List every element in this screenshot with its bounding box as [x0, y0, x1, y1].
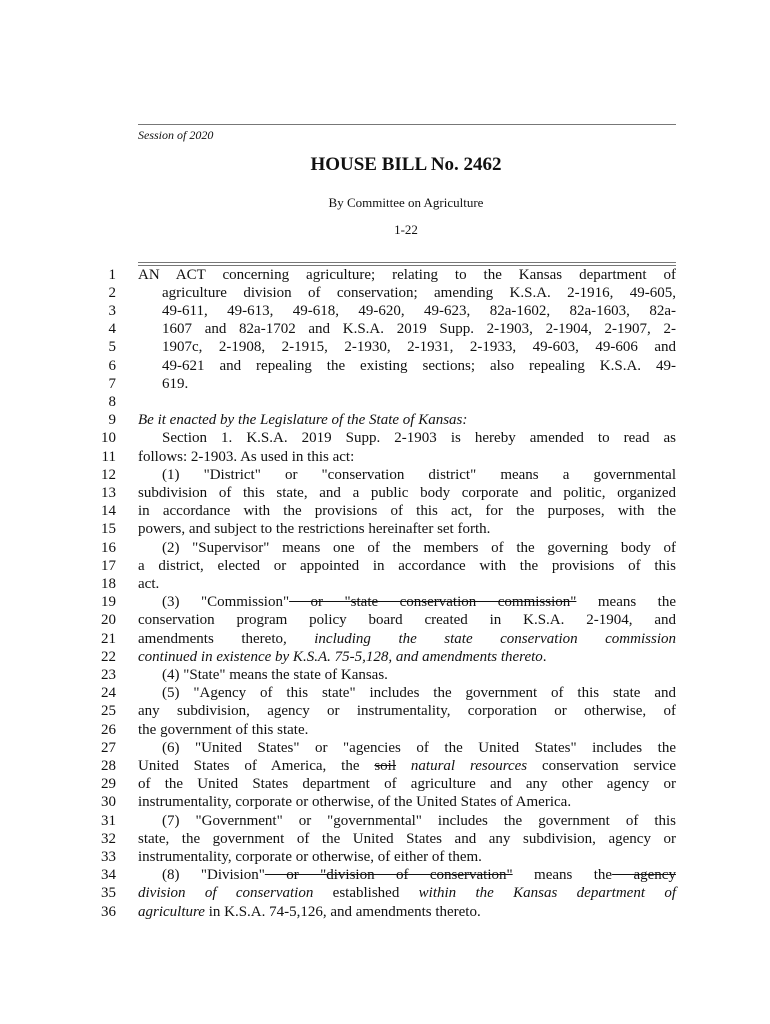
text-span	[396, 758, 411, 774]
text-span: of the United States department of agriculture and any other agency or	[138, 776, 676, 793]
text-span: (4) "State" means the state of Kansas.	[162, 666, 388, 683]
bill-text-line	[138, 793, 676, 811]
inserted-text: , including the state conservation commission	[282, 630, 676, 647]
bill-text-line	[138, 721, 676, 739]
bill-text-line	[138, 593, 676, 611]
text-span: agriculture division of conservation; amending K.S.A. 2-1916, 49-605,	[162, 284, 676, 301]
bill-text-line	[138, 903, 676, 921]
text-span: United States of America, the	[138, 757, 375, 774]
line-number: 1	[108, 266, 116, 283]
bill-text-line	[138, 648, 676, 666]
bill-text-line	[138, 266, 676, 284]
text-span: (5) "Agency of this state" includes the government of this state and	[162, 685, 676, 702]
line-number: 20	[101, 612, 116, 629]
text-span: (1) "District" or "conservation district" means a governmental	[162, 466, 676, 483]
text-span: 1907c, 2-1908, 2-1915, 2-1930, 2-1931, 2-1933, 49-603, 49-606 and	[162, 339, 676, 356]
line-number: 15	[101, 521, 116, 538]
text-span: any subdivision, agency or instrumentality, corporation or otherwise, of	[138, 703, 676, 720]
bill-text-line	[138, 357, 676, 375]
line-number: 31	[101, 812, 116, 829]
top-rule	[138, 124, 676, 125]
bill-text-line	[138, 575, 676, 593]
bill-text-line	[138, 302, 676, 320]
line-number: 2	[108, 284, 116, 301]
text-span: 619.	[162, 375, 189, 392]
text-span: .	[542, 648, 547, 665]
bill-text-line	[138, 411, 676, 429]
text-span: in K.S.A. 74-5,126, and amendments thereto.	[204, 903, 481, 920]
inserted-text: division of conservation	[138, 885, 314, 902]
bill-text-line	[138, 666, 676, 684]
text-span: amendments thereto	[138, 630, 283, 647]
bill-text-line	[138, 375, 676, 393]
bill-text-line	[138, 611, 676, 629]
bill-title: HOUSE BILL No. 2462	[310, 154, 502, 175]
bill-text-line	[138, 284, 676, 302]
line-number: 22	[101, 648, 116, 665]
bill-text-line	[138, 448, 676, 466]
inserted-text: Be it enacted by the Legislature of the State of Kansas:	[138, 412, 468, 429]
bill-text-line	[138, 557, 676, 575]
text-span: 1607 and 82a-1702 and K.S.A. 2019 Supp. 2-1903, 2-1904, 2-1907, 2-	[162, 321, 676, 338]
line-number: 4	[108, 321, 116, 338]
session-label: Session of 2020	[138, 128, 214, 142]
text-span: 49-611, 49-613, 49-618, 49-620, 49-623, 82a-1602, 82a-1603, 82a-	[162, 302, 676, 319]
line-number: 36	[101, 903, 116, 920]
line-number: 13	[101, 484, 116, 501]
text-span: a district, elected or appointed in accordance with the provisions of this	[138, 557, 676, 574]
line-number: 29	[101, 776, 116, 793]
line-number: 28	[101, 757, 116, 774]
bill-text-line	[138, 884, 676, 902]
line-number: 18	[101, 575, 116, 592]
line-number: 14	[101, 503, 116, 520]
inserted-text: within the Kansas department of	[418, 885, 676, 902]
text-span: powers, and subject to the restrictions hereinafter set forth.	[138, 521, 491, 538]
bill-text-line	[138, 739, 676, 757]
line-number: 25	[101, 703, 116, 720]
line-number: 33	[101, 848, 116, 865]
bill-text-line	[138, 866, 676, 884]
line-number: 6	[108, 357, 116, 374]
line-number: 12	[101, 466, 116, 483]
committee-label: By Committee on Agriculture	[328, 195, 484, 210]
line-number: 34	[101, 867, 116, 884]
bill-text-line	[138, 757, 676, 775]
text-span: means the	[576, 594, 677, 611]
line-number: 8	[108, 393, 116, 410]
line-number: 21	[101, 630, 116, 647]
line-number: 32	[101, 830, 116, 847]
line-number: 9	[108, 412, 116, 429]
line-number: 26	[101, 721, 116, 738]
struck-text: or "division of conservation"	[264, 867, 513, 884]
bill-text-line	[138, 539, 676, 557]
bill-text-line	[138, 775, 676, 793]
text-span: instrumentality, corporate or otherwise, of the United States of America.	[138, 794, 572, 811]
bill-text-line	[138, 338, 676, 356]
bill-text-line	[138, 684, 676, 702]
text-span: established	[313, 885, 419, 902]
line-number: 23	[101, 666, 116, 683]
text-span: conservation service	[527, 757, 676, 774]
text-span: (6) "United States" or "agencies of the United States" includes the	[162, 739, 676, 756]
text-span: conservation program policy board created in K.S.A. 2-1904, and	[138, 612, 676, 629]
struck-text: soil	[374, 757, 397, 774]
text-span: 49-621 and repealing the existing sections; also repealing K.S.A. 49-	[162, 357, 676, 374]
struck-text: agency	[612, 867, 676, 884]
text-span: the government of this state.	[138, 721, 309, 738]
line-number: 19	[101, 594, 116, 611]
inserted-text: continued in existence by K.S.A. 75-5,128, and amendments thereto	[138, 648, 543, 665]
text-span: (3) "Commission"	[162, 594, 290, 611]
text-span: in accordance with the provisions of this act, for the purposes, with the	[138, 503, 676, 520]
line-number: 27	[101, 739, 116, 756]
line-number: 30	[101, 794, 116, 811]
bill-text-line	[138, 320, 676, 338]
inserted-text: agriculture	[138, 903, 205, 920]
bill-text-line	[138, 848, 676, 866]
struck-text: or "state conservation commission"	[289, 594, 577, 611]
bill-text-line	[138, 812, 676, 830]
bill-text-line	[138, 484, 676, 502]
text-span: AN ACT concerning agriculture; relating to the Kansas department of	[138, 266, 676, 283]
text-span: (7) "Government" or "governmental" includes the government of this	[162, 812, 676, 829]
text-span: state, the government of the United States and any subdivision, agency or	[138, 830, 676, 847]
text-span: means the	[512, 867, 613, 884]
text-span: (2) "Supervisor" means one of the members of the governing body of	[162, 539, 676, 556]
bill-text-line	[138, 466, 676, 484]
bill-text-line	[138, 520, 676, 538]
header-rule	[138, 262, 676, 263]
line-number: 17	[101, 557, 116, 574]
bill-text-line	[138, 502, 676, 520]
text-span: subdivision of this state, and a public body corporate and politic, organized	[138, 484, 676, 501]
line-number: 11	[101, 448, 116, 465]
inserted-text: natural resources	[410, 757, 528, 774]
line-number: 5	[108, 339, 116, 356]
line-number: 35	[101, 885, 116, 902]
bill-text-line	[138, 630, 676, 648]
line-number: 10	[101, 430, 116, 447]
text-span: act.	[138, 575, 160, 592]
text-span: (8) "Division"	[162, 867, 265, 884]
text-span: Section 1. K.S.A. 2019 Supp. 2-1903 is hereby amended to read as	[162, 430, 676, 447]
bill-date: 1-22	[394, 222, 418, 237]
text-span: follows: 2-1903. As used in this act:	[138, 448, 355, 465]
line-number: 24	[101, 685, 116, 702]
bill-text-line	[138, 429, 676, 447]
line-number: 7	[108, 375, 116, 392]
bill-text-line	[138, 702, 676, 720]
bill-text-line	[138, 830, 676, 848]
text-span: instrumentality, corporate or otherwise, of either of them.	[138, 848, 482, 865]
line-number: 16	[101, 539, 116, 556]
line-number: 3	[108, 302, 116, 319]
